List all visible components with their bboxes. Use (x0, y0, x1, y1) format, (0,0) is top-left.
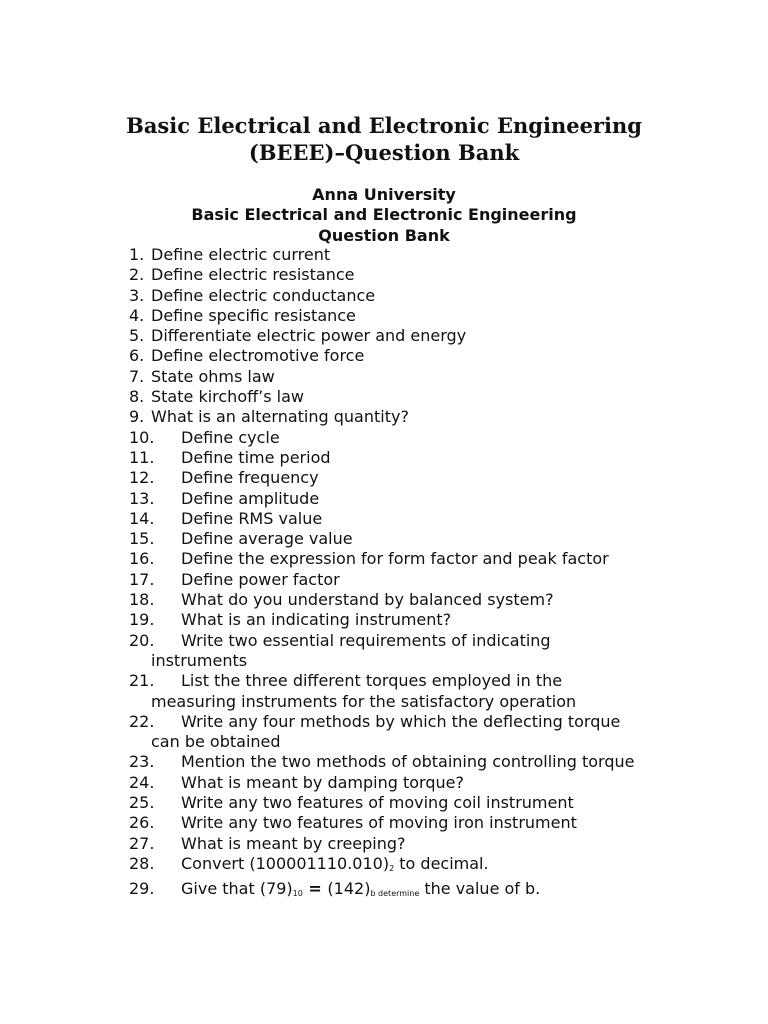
question-text: State kirchoff’s law (151, 387, 304, 407)
question-item (129, 834, 689, 854)
document-subheading (0, 185, 768, 246)
question-item (129, 346, 689, 366)
question-text-line-1: List the three different torques employed in the (181, 671, 563, 691)
question-item (129, 813, 689, 833)
question-number: 12. (129, 468, 155, 488)
question-item (129, 407, 689, 427)
question-number: 8. (129, 387, 145, 407)
question-text-line-2: can be obtained (151, 732, 281, 752)
question-text: Mention the two methods of obtaining controlling torque (181, 752, 635, 772)
question-number: 23. (129, 752, 155, 772)
question-item (129, 752, 689, 772)
question-number: 2. (129, 265, 145, 285)
question-item (129, 854, 689, 879)
question-item (129, 590, 689, 610)
question-item (129, 671, 689, 712)
question-item (129, 326, 689, 346)
question-number: 27. (129, 833, 155, 853)
university-name: Anna University (312, 185, 456, 204)
document-title (0, 112, 768, 166)
question-item (129, 286, 689, 306)
base-subscript-2: b determine (370, 889, 420, 899)
question-text: Define electric conductance (151, 285, 376, 305)
question-number: 10. (129, 427, 155, 447)
question-number: 17. (129, 569, 155, 589)
question-text: Write any two features of moving iron instrument (181, 813, 577, 833)
question-text: Define specific resistance (151, 305, 356, 325)
question-text: Define power factor (181, 569, 340, 589)
question-text: Define electric current (151, 245, 331, 264)
question-item (129, 245, 689, 265)
question-text: Define RMS value (181, 508, 323, 528)
question-item (129, 793, 689, 813)
question-number: 11. (129, 447, 155, 467)
question-number: 6. (129, 346, 145, 366)
question-number: 5. (129, 326, 145, 346)
question-number: 1. (129, 245, 145, 264)
question-number: 15. (129, 529, 155, 549)
question-text-before: Convert (100001110.010) (181, 853, 390, 873)
subtitle: Question Bank (318, 225, 450, 245)
question-item (129, 610, 689, 630)
question-number: 20. (129, 630, 155, 650)
question-item (129, 265, 689, 285)
question-number: 7. (129, 366, 145, 386)
question-text: Define frequency (181, 468, 319, 488)
question-item (129, 879, 689, 904)
question-item (129, 570, 689, 590)
question-number: 29. (129, 879, 155, 899)
question-text: Define time period (181, 447, 331, 467)
question-text (151, 879, 540, 898)
question-text: Differentiate electric power and energy (151, 326, 467, 346)
question-text-line-1: Write any four methods by which the deflecting torque (181, 711, 621, 731)
question-text-after: to decimal. (394, 853, 489, 873)
question-number: 9. (129, 407, 145, 427)
question-number: 26. (129, 813, 155, 833)
question-text: Define electric resistance (151, 265, 355, 285)
question-number: 13. (129, 488, 155, 508)
question-text: What is meant by creeping? (181, 833, 406, 853)
equals-sign: = (302, 879, 328, 899)
question-number: 21. (129, 671, 155, 691)
question-text: What is meant by damping torque? (181, 772, 464, 792)
question-text-mid: (142) (327, 879, 371, 899)
question-item (129, 387, 689, 407)
question-text: What do you understand by balanced system? (181, 590, 554, 610)
question-text: Write any two features of moving coil instrument (181, 793, 574, 813)
question-number: 19. (129, 610, 155, 630)
course-name: Basic Electrical and Electronic Engineering (191, 205, 577, 225)
question-item (129, 773, 689, 793)
question-item (129, 529, 689, 549)
question-number: 18. (129, 590, 155, 610)
question-item (129, 428, 689, 448)
question-text-after: the value of b. (419, 879, 541, 899)
question-text (151, 854, 489, 873)
question-text-line-1: Write two essential requirements of indicating (181, 630, 551, 650)
question-item (129, 712, 689, 753)
question-number: 16. (129, 549, 155, 569)
question-number: 4. (129, 305, 145, 325)
base-subscript: 2 (389, 863, 395, 873)
question-text: Define average value (181, 529, 353, 549)
question-text-before: Give that (79) (181, 879, 293, 899)
question-text: Define the expression for form factor and peak factor (181, 549, 609, 569)
question-text: What is an alternating quantity? (151, 407, 409, 427)
question-text-line-2: instruments (151, 650, 248, 670)
question-list (129, 245, 689, 905)
question-item (129, 631, 689, 672)
question-number: 28. (129, 853, 155, 873)
question-number: 25. (129, 793, 155, 813)
question-text-line-2: measuring instruments for the satisfactory operation (151, 691, 577, 711)
question-item (129, 306, 689, 326)
title-line-2: (BEEE)–Question Bank (248, 140, 520, 165)
question-text: Define cycle (181, 427, 280, 447)
question-text: State ohms law (151, 366, 275, 386)
question-text: Define electromotive force (151, 346, 365, 366)
question-item (129, 509, 689, 529)
title-line-1: Basic Electrical and Electronic Engineering (126, 113, 642, 138)
question-number: 14. (129, 508, 155, 528)
base-subscript-1: 10 (292, 889, 303, 899)
question-number: 3. (129, 285, 145, 305)
question-text: Define amplitude (181, 488, 320, 508)
question-item (129, 489, 689, 509)
question-number: 24. (129, 772, 155, 792)
question-item (129, 448, 689, 468)
question-item (129, 468, 689, 488)
question-number: 22. (129, 711, 155, 731)
question-text: What is an indicating instrument? (181, 610, 452, 630)
question-item (129, 549, 689, 569)
question-item (129, 367, 689, 387)
